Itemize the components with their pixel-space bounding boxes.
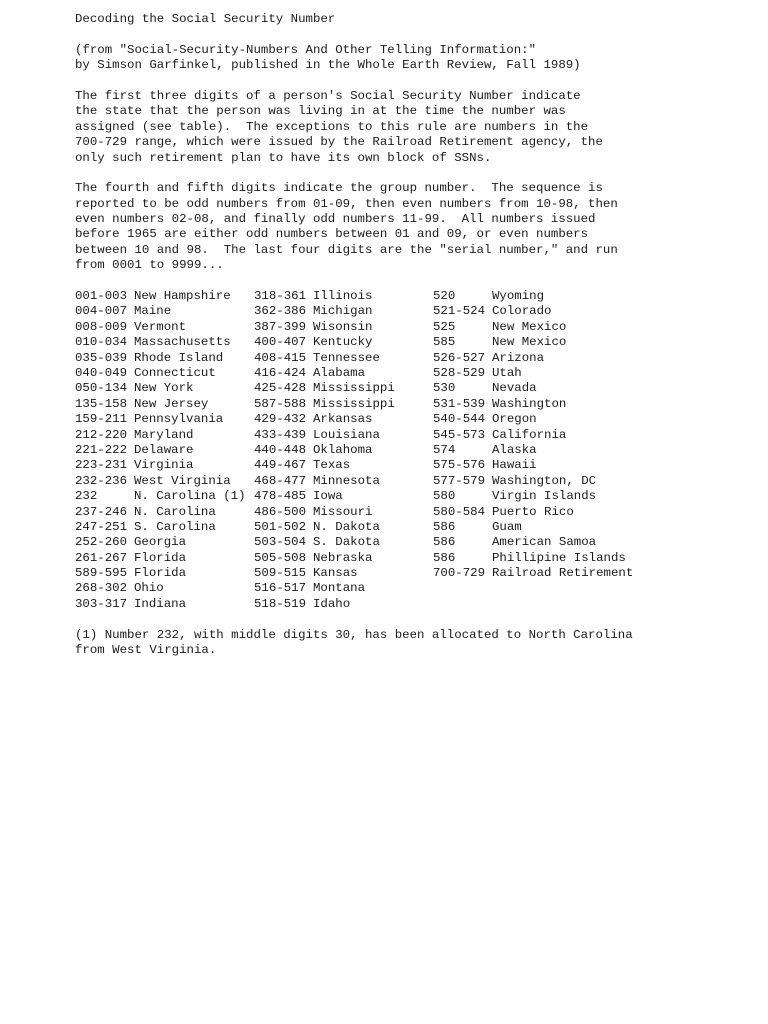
table-row [75, 597, 254, 612]
ssn-range: 586 [433, 550, 456, 565]
table-row [433, 474, 693, 489]
ssn-range: 159-211 [75, 412, 128, 427]
state-name: Virginia [134, 458, 194, 473]
ssn-range: 416-424 [254, 365, 307, 380]
source-citation [75, 43, 755, 74]
table-row [75, 566, 254, 581]
table-row [254, 428, 433, 443]
state-name: Delaware [134, 442, 194, 457]
ssn-range: 001-003 [75, 289, 128, 304]
table-row [433, 289, 693, 304]
state-name: Washington, DC [492, 473, 597, 488]
table-row [75, 335, 254, 350]
paragraph-line: even numbers 02-08, and finally odd numbers 11-99. All numbers issued [75, 212, 596, 227]
ssn-range: 540-544 [433, 412, 486, 427]
table-row [75, 397, 254, 412]
table-row [75, 581, 254, 596]
ssn-range: 585 [433, 335, 456, 350]
paragraph-group-numbers [75, 181, 755, 273]
source-line: by Simson Garfinkel, published in the Whole Earth Review, Fall 1989) [75, 58, 581, 73]
table-column-2 [254, 289, 433, 612]
table-row [433, 505, 693, 520]
state-name: Oregon [492, 412, 537, 427]
table-row [254, 597, 433, 612]
ssn-range: 237-246 [75, 504, 128, 519]
ssn-range: 589-595 [75, 566, 128, 581]
state-name: Colorado [492, 304, 552, 319]
state-name: Kansas [313, 566, 358, 581]
ssn-range: 545-573 [433, 427, 486, 442]
table-row [254, 566, 433, 581]
table-row [75, 366, 254, 381]
paragraph-line: from 0001 to 9999... [75, 258, 224, 273]
table-row [75, 535, 254, 550]
table-row [433, 366, 693, 381]
table-row [254, 505, 433, 520]
ssn-range: 478-485 [254, 489, 307, 504]
ssn-range: 433-439 [254, 427, 307, 442]
document-page [75, 12, 755, 658]
table-row [433, 397, 693, 412]
state-name: California [492, 427, 567, 442]
state-name: Maine [134, 304, 172, 319]
table-row [75, 304, 254, 319]
table-row [254, 397, 433, 412]
ssn-range: 261-267 [75, 550, 128, 565]
ssn-range: 040-049 [75, 365, 128, 380]
ssn-range: 531-539 [433, 396, 486, 411]
paragraph-area-codes [75, 89, 755, 166]
ssn-range: 221-222 [75, 442, 128, 457]
state-name: Michigan [313, 304, 373, 319]
ssn-range: 252-260 [75, 535, 128, 550]
table-row [254, 335, 433, 350]
table-row [254, 535, 433, 550]
state-name: Virgin Islands [492, 489, 597, 504]
table-row [75, 443, 254, 458]
table-row [254, 581, 433, 596]
paragraph-line: the state that the person was living in at the time the number was [75, 104, 566, 119]
ssn-range: 408-415 [254, 350, 307, 365]
ssn-range: 587-588 [254, 396, 307, 411]
state-name: West Virginia [134, 473, 231, 488]
table-row [254, 320, 433, 335]
state-name: American Samoa [492, 535, 597, 550]
ssn-range: 586 [433, 535, 456, 550]
state-name: Connecticut [134, 365, 216, 380]
ssn-range: 449-467 [254, 458, 307, 473]
ssn-range: 516-517 [254, 581, 307, 596]
table-row [433, 551, 693, 566]
ssn-range: 212-220 [75, 427, 128, 442]
ssn-range: 580 [433, 489, 456, 504]
table-row [75, 289, 254, 304]
table-row [254, 489, 433, 504]
state-name: Nebraska [313, 550, 373, 565]
table-row [433, 489, 693, 504]
table-row [75, 412, 254, 427]
paragraph-line: The fourth and fifth digits indicate the group number. The sequence is [75, 181, 603, 196]
ssn-range: 035-039 [75, 350, 128, 365]
ssn-range: 528-529 [433, 365, 486, 380]
ssn-range: 518-519 [254, 596, 307, 611]
ssn-range: 232 [75, 489, 98, 504]
state-name: Minnesota [313, 473, 380, 488]
state-name: Florida [134, 550, 187, 565]
table-row [75, 505, 254, 520]
state-name: Georgia [134, 535, 187, 550]
ssn-range: 521-524 [433, 304, 486, 319]
ssn-range: 468-477 [254, 473, 307, 488]
table-row [433, 304, 693, 319]
paragraph-line: between 10 and 98. The last four digits are the "serial number," and run [75, 242, 618, 257]
table-row [254, 474, 433, 489]
table-row [433, 351, 693, 366]
state-name: Alabama [313, 365, 366, 380]
ssn-range: 525 [433, 319, 456, 334]
table-row [433, 428, 693, 443]
table-row [433, 520, 693, 535]
table-row [75, 520, 254, 535]
ssn-range: 303-317 [75, 596, 128, 611]
ssn-range: 509-515 [254, 566, 307, 581]
state-name: Tennessee [313, 350, 380, 365]
table-row [254, 366, 433, 381]
ssn-range: 520 [433, 289, 456, 304]
state-name: Railroad Retirement [492, 566, 634, 581]
ssn-range: 400-407 [254, 335, 307, 350]
state-name: Arkansas [313, 412, 373, 427]
ssn-range: 008-009 [75, 319, 128, 334]
state-name: Rhode Island [134, 350, 224, 365]
table-row [254, 304, 433, 319]
ssn-state-table [75, 289, 755, 612]
state-name: Puerto Rico [492, 504, 574, 519]
ssn-range: 318-361 [254, 289, 307, 304]
state-name: Idaho [313, 596, 351, 611]
table-row [433, 535, 693, 550]
table-row [254, 412, 433, 427]
state-name: Louisiana [313, 427, 380, 442]
table-row [75, 551, 254, 566]
state-name: Illinois [313, 289, 373, 304]
ssn-range: 362-386 [254, 304, 307, 319]
state-name: Pennsylvania [134, 412, 224, 427]
footnote-line: (1) Number 232, with middle digits 30, has been allocated to North Carolina [75, 627, 633, 642]
table-row [75, 489, 254, 504]
state-name: Mississippi [313, 381, 395, 396]
table-row [75, 458, 254, 473]
paragraph-line: assigned (see table). The exceptions to this rule are numbers in the [75, 119, 589, 134]
table-row [75, 320, 254, 335]
ssn-range: 387-399 [254, 319, 307, 334]
state-name: Nevada [492, 381, 537, 396]
ssn-range: 004-007 [75, 304, 128, 319]
table-row [433, 320, 693, 335]
ssn-range: 586 [433, 519, 456, 534]
ssn-range: 247-251 [75, 519, 128, 534]
state-name: Massachusetts [134, 335, 231, 350]
paragraph-line: only such retirement plan to have its own block of SSNs. [75, 150, 492, 165]
state-name: Guam [492, 519, 522, 534]
table-row [433, 412, 693, 427]
ssn-range: 574 [433, 442, 456, 457]
state-name: Vermont [134, 319, 187, 334]
table-column-1 [75, 289, 254, 612]
state-name: Wyoming [492, 289, 545, 304]
state-name: Washington [492, 396, 567, 411]
ssn-range: 268-302 [75, 581, 128, 596]
state-name: Montana [313, 581, 366, 596]
state-name: New York [134, 381, 194, 396]
ssn-range: 429-432 [254, 412, 307, 427]
table-row [75, 381, 254, 396]
paragraph-line: The first three digits of a person's Social Security Number indicate [75, 88, 581, 103]
paragraph-line: before 1965 are either odd numbers between 01 and 09, or even numbers [75, 227, 589, 242]
state-name: New Jersey [134, 396, 209, 411]
document-title: Decoding the Social Security Number [75, 12, 336, 26]
state-name: N. Carolina (1) [134, 489, 246, 504]
table-row [254, 351, 433, 366]
table-row [75, 351, 254, 366]
ssn-range: 425-428 [254, 381, 307, 396]
ssn-range: 010-034 [75, 335, 128, 350]
table-row [254, 443, 433, 458]
table-row [254, 289, 433, 304]
state-name: N. Dakota [313, 519, 380, 534]
state-name: Iowa [313, 489, 343, 504]
table-row [433, 335, 693, 350]
ssn-range: 577-579 [433, 473, 486, 488]
state-name: Arizona [492, 350, 545, 365]
footnote [75, 628, 755, 659]
table-row [433, 381, 693, 396]
state-name: Phillipine Islands [492, 550, 626, 565]
footnote-line: from West Virginia. [75, 643, 217, 658]
table-row [254, 551, 433, 566]
state-name: Texas [313, 458, 351, 473]
table-row [254, 381, 433, 396]
ssn-range: 486-500 [254, 504, 307, 519]
state-name: Florida [134, 566, 187, 581]
state-name: Indiana [134, 596, 187, 611]
ssn-range: 440-448 [254, 442, 307, 457]
state-name: New Mexico [492, 335, 567, 350]
source-line: (from "Social-Security-Numbers And Other Telling Information:" [75, 42, 537, 57]
table-row [75, 474, 254, 489]
state-name: S. Carolina [134, 519, 216, 534]
state-name: Missouri [313, 504, 373, 519]
ssn-range: 575-576 [433, 458, 486, 473]
state-name: Maryland [134, 427, 194, 442]
ssn-range: 530 [433, 381, 456, 396]
ssn-range: 526-527 [433, 350, 486, 365]
ssn-range: 135-158 [75, 396, 128, 411]
table-row [254, 520, 433, 535]
state-name: Wisonsin [313, 319, 373, 334]
state-name: Alaska [492, 442, 537, 457]
table-row [254, 458, 433, 473]
ssn-range: 505-508 [254, 550, 307, 565]
paragraph-line: 700-729 range, which were issued by the Railroad Retirement agency, the [75, 135, 603, 150]
state-name: S. Dakota [313, 535, 380, 550]
state-name: N. Carolina [134, 504, 216, 519]
state-name: Kentucky [313, 335, 373, 350]
state-name: Hawaii [492, 458, 537, 473]
paragraph-line: reported to be odd numbers from 01-09, then even numbers from 10-98, then [75, 196, 618, 211]
ssn-range: 580-584 [433, 504, 486, 519]
ssn-range: 223-231 [75, 458, 128, 473]
state-name: Ohio [134, 581, 164, 596]
state-name: Oklahoma [313, 442, 373, 457]
ssn-range: 050-134 [75, 381, 128, 396]
table-row [433, 458, 693, 473]
table-column-3 [433, 289, 693, 612]
state-name: Mississippi [313, 396, 395, 411]
state-name: New Mexico [492, 319, 567, 334]
table-row [433, 443, 693, 458]
state-name: New Hampshire [134, 289, 231, 304]
table-row [75, 428, 254, 443]
state-name: Utah [492, 365, 522, 380]
ssn-range: 700-729 [433, 566, 486, 581]
ssn-range: 232-236 [75, 473, 128, 488]
table-row [433, 566, 693, 581]
ssn-range: 501-502 [254, 519, 307, 534]
ssn-range: 503-504 [254, 535, 307, 550]
